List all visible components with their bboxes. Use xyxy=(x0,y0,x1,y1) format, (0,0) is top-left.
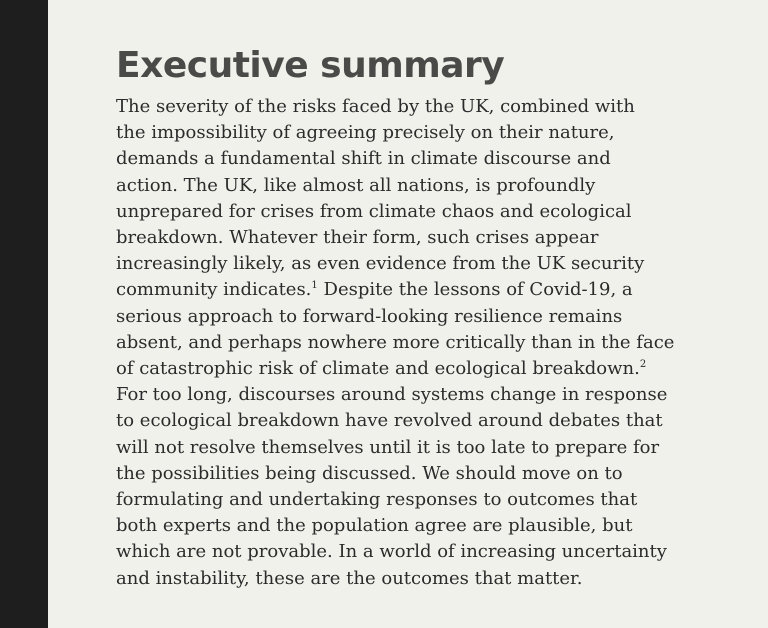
text-line: breakdown. Whatever their form, such crises appear xyxy=(116,227,599,249)
page-title: Executive summary xyxy=(116,45,505,86)
text-line: action. The UK, like almost all nations, is profoundly xyxy=(116,174,596,196)
text-line: both experts and the population agree are plausible, but xyxy=(116,515,633,537)
text-segment: Despite the lessons of Covid-19, a xyxy=(317,279,633,301)
text-line: unprepared for crises from climate chaos and ecological xyxy=(116,200,632,222)
text-segment: community indicates. xyxy=(116,279,312,301)
text-line xyxy=(116,356,766,382)
text-line: formulating and undertaking responses to outcomes that xyxy=(116,489,638,511)
left-dark-bar xyxy=(0,0,48,628)
text-line: and instability, these are the outcomes that matter. xyxy=(116,567,583,589)
text-line: to ecological breakdown have revolved around debates that xyxy=(116,410,663,432)
footnote-marker: 1 xyxy=(311,280,318,292)
text-line xyxy=(116,277,766,303)
text-line: the possibilities being discussed. We should move on to xyxy=(116,462,623,484)
document-page xyxy=(48,0,768,628)
text-line: serious approach to forward-looking resilience remains xyxy=(116,305,623,327)
text-segment: of catastrophic risk of climate and ecological breakdown. xyxy=(116,358,640,380)
text-line: the impossibility of agreeing precisely on their nature, xyxy=(116,122,615,144)
text-line: demands a fundamental shift in climate discourse and xyxy=(116,148,611,170)
text-line: will not resolve themselves until it is too late to prepare for xyxy=(116,436,660,458)
text-line: The severity of the risks faced by the UK, combined with xyxy=(116,96,635,117)
text-line: absent, and perhaps nowhere more critically than in the face xyxy=(116,331,675,353)
footnote-marker: 2 xyxy=(639,359,647,371)
summary-paragraph xyxy=(116,94,766,592)
text-line: increasingly likely, as even evidence from the UK security xyxy=(116,253,645,275)
text-line: For too long, discourses around systems change in response xyxy=(116,384,668,406)
text-line: which are not provable. In a world of increasing uncertainty xyxy=(116,541,667,563)
